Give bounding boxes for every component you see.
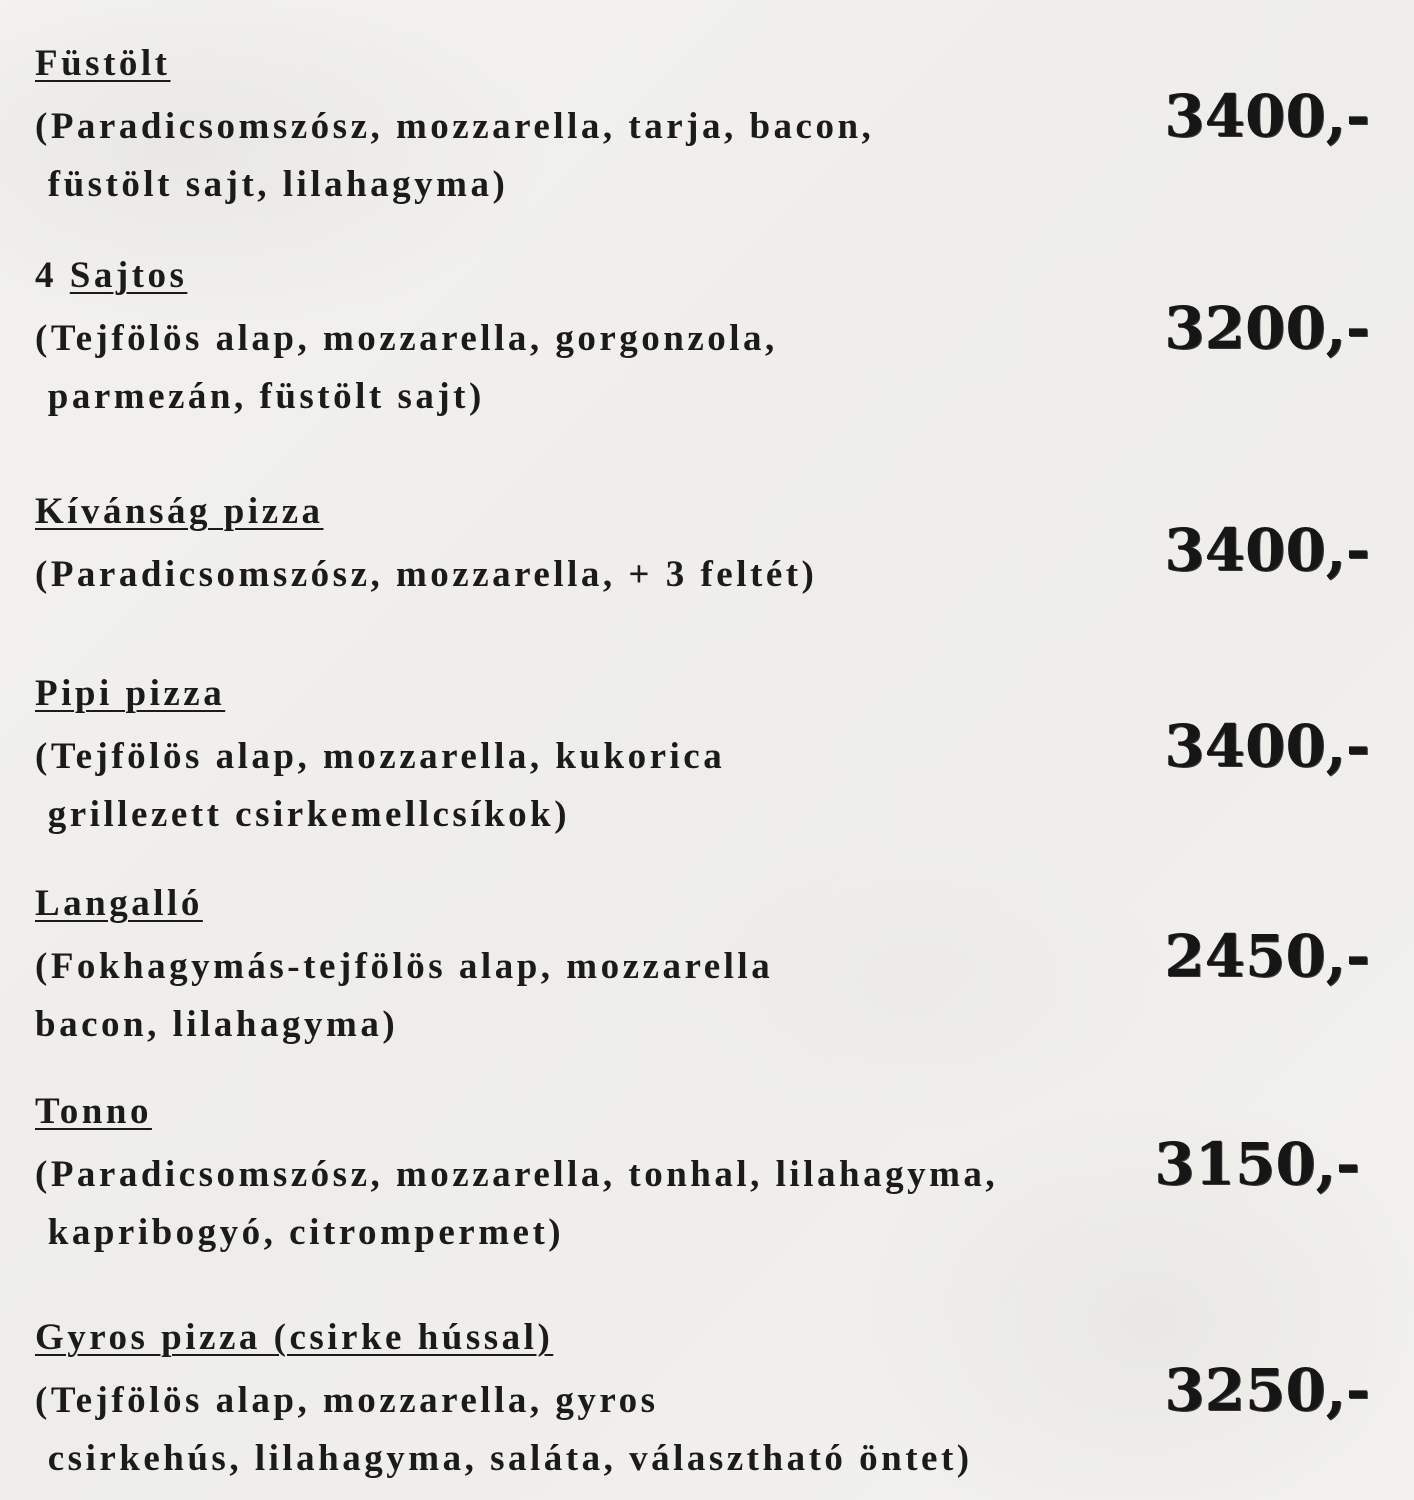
item-price: 3200,- [1164, 294, 1370, 362]
item-name [35, 488, 324, 536]
item-description: (Paradicsomszósz, mozzarella, tonhal, lilahagyma, kapribogyó, citrompermet) [35, 1154, 999, 1253]
item-title: Sajtos [69, 255, 188, 296]
menu-item-4-sajtos [35, 252, 1380, 432]
item-title: Kívánság pizza [35, 491, 324, 532]
item-name [35, 1314, 553, 1362]
item-title: Langalló [35, 883, 203, 924]
menu-item-kivansag-pizza [35, 488, 1380, 668]
item-price: 2450,- [1164, 922, 1370, 990]
menu-item-tonno [35, 1088, 1380, 1268]
menu-item-pipi-pizza [35, 670, 1380, 850]
item-name [35, 1088, 152, 1136]
menu-item-langallo [35, 880, 1380, 1060]
item-price: 3400,- [1164, 516, 1370, 584]
item-prefix: 4 [35, 255, 70, 296]
item-price: 3150,- [1154, 1130, 1360, 1198]
item-title: Pipi pizza [35, 673, 226, 714]
menu-item-gyros-pizza [35, 1314, 1380, 1494]
item-name [35, 252, 187, 300]
item-price: 3400,- [1164, 712, 1370, 780]
item-description: (Tejfölös alap, mozzarella, gorgonzola, parmezán, füstölt sajt) [35, 318, 778, 417]
item-description: (Paradicsomszósz, mozzarella, + 3 feltét) [35, 554, 818, 595]
item-name [35, 670, 225, 718]
item-title: Gyros pizza (csirke hússal) [35, 1317, 554, 1358]
item-description: (Fokhagymás-tejfölös alap, mozzarella bacon, lilahagyma) [35, 946, 774, 1045]
item-title: Füstölt [35, 43, 171, 84]
item-name [35, 880, 203, 928]
item-price: 3400,- [1164, 82, 1370, 150]
item-description: (Tejfölös alap, mozzarella, gyros csirkehús, lilahagyma, saláta, választható öntet) [35, 1380, 973, 1479]
item-description: (Tejfölös alap, mozzarella, kukorica grillezett csirkemellcsíkok) [35, 736, 726, 835]
item-price: 3250,- [1164, 1356, 1370, 1424]
item-name [35, 40, 171, 88]
item-title: Tonno [35, 1091, 152, 1132]
menu-item-fustolt [35, 40, 1380, 220]
item-description: (Paradicsomszósz, mozzarella, tarja, bacon, füstölt sajt, lilahagyma) [35, 106, 875, 205]
